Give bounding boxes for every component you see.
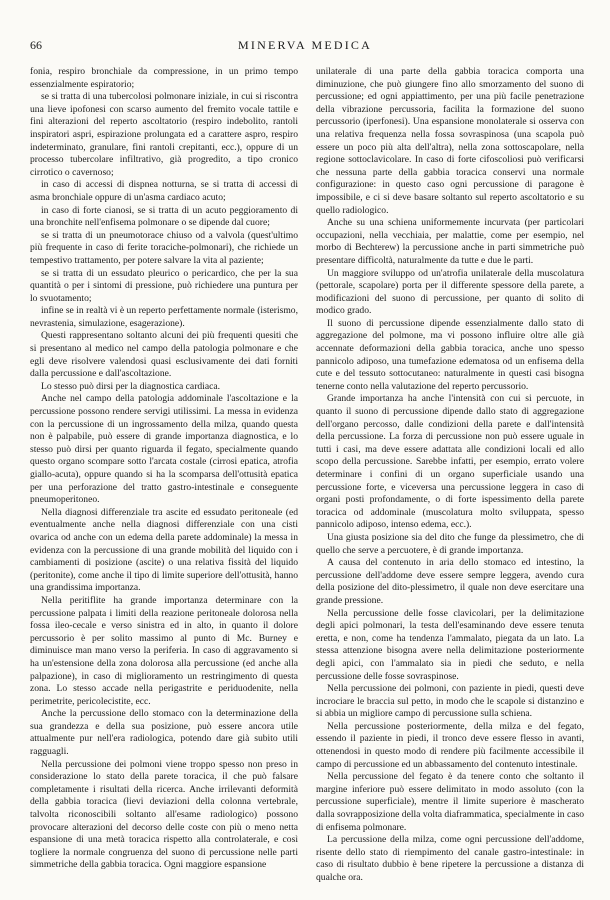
paragraph: Nella diagnosi differenziale tra ascite ed essudato peritoneale (ed eventualmente anche nella diagnosi differenziale con una cisti ovarica od anche con un edema della parete addominale) la messa in evidenza con la percussione di una grande mobilità del liquido con i cambiamenti di posizione (ascite) o una relativa fissità del liquido (peritonite), come anche il tipo di limite superiore dell'ottusità, hanno una grandissima importanza. — [30, 506, 298, 594]
paragraph: se si tratta di un essudato pleurico o pericardico, che per la sua quantità o per i sintomi di pressione, può richiedere una puntura per lo svuotamento; — [30, 267, 298, 304]
paragraph: Nella peritiflite ha grande importanza determinare con la percussione palpata i limiti della reazione peritoneale dolorosa nella fossa ileo-cecale e verso sinistra ed in alto, in quanto il dolore percussorio è per solito massimo al punto di Mc. Burney e diminuisce man mano verso la periferia. In caso di aggravamento si ha un'estensione della zona dolorosa alla percussione (ed anche alla palpazione), in caso di miglioramento un restringimento di questa zona. Lo stesso accade nella perigastrite e periduodenite, nella perimetrite, pericolecistite, ecc. — [30, 594, 298, 707]
paragraph: se si tratta di un pneumotorace chiuso od a valvola (quest'ultimo più frequente in caso di ferite toraciche-polmonari), che richiede un tempestivo trattamento, per potere salvare la vita al paziente; — [30, 229, 298, 266]
paragraph: se si tratta di una tubercolosi polmonare iniziale, in cui si riscontra una lieve ipofonesi con scarso aumento del fremito vocale tattile e fini alterazioni del reperto ascoltatorio (respiro indebolito, rantoli inspiratori aspri, espirazione prolungata ed a carattere aspro, respiro indeterminato, granulare, fini rantoli crepitanti, ecc.), oppure di un processo tubercolare infiltrativo, già progredito, a tipo cronico cirrotico o cavernoso; — [30, 91, 298, 178]
paragraph: fonia, respiro bronchiale da compressione, in un primo tempo essenzialmente espiratorio; — [30, 66, 298, 90]
paragraph: infine se in realtà vi è un reperto perfettamente normale (isterismo, nevrastenia, simulazione, esagerazione). — [30, 305, 298, 329]
paragraph: Un maggiore sviluppo od un'atrofia unilaterale della muscolatura (pettorale, scapolare) porta per il differente spessore della parete, a modificazioni del suono di percussione, per quanto di solito di modico grado. — [316, 267, 584, 317]
paragraph: Anche nel campo della patologia addominale l'ascoltazione e la percussione possono rendere servigi utilissimi. La messa in evidenza con la percussione di un ingrossamento della milza, quando questa non è palpabile, può essere di grande importanza diagnostica, e lo stesso può dirsi per quanto riguarda il fegato, specialmente quando questo organo scompare sotto l'arcata costale (cirrosi epatica, atrofia giallo-acuta), oppure quando si ha la scomparsa dell'ottusità epatica per una perforazione del tratto gastro-intestinale e conseguente pneumoperitoneo. — [30, 393, 298, 506]
paragraph: Una giusta posizione sia del dito che funge da plessimetro, che di quello che serve a percuotere, è di grande importanza. — [316, 531, 584, 556]
journal-title: MINERVA MEDICA — [238, 38, 372, 52]
paragraph: Nella percussione dei polmoni viene troppo spesso non preso in considerazione lo stato della parete toracica, il che può falsare completamente i risultati della ricerca. Anche irrilevanti deformità della gabbia toracica (lievi deviazioni della colonna vertebrale, talvolta riconoscibili soltanto all'esame radiologico) possono provocare alterazioni del decorso delle coste con più o meno netta espansione di una metà toracica rispetto alla controlaterale, e così togliere la normale congruenza del suono di percussione nelle parti simmetriche della gabbia toracica. Ogni maggiore espansione — [30, 758, 298, 871]
paragraph: Lo stesso può dirsi per la diagnostica cardiaca. — [41, 380, 221, 392]
paragraph: Nella percussione delle fosse clavicolari, per la delimitazione degli apici polmonari, la testa dell'esaminando deve essere tenuta eretta, e non, come ha tendenza l'ammalato, piegata da un lato. La stessa attenzione bisogna avere nella delimitazione posteriormente degli apici, con l'ammalato sia in piedi che seduto, e nella percussione delle fosse sovraspinose. — [316, 607, 584, 682]
paragraph: Nella percussione dei polmoni, con paziente in piedi, questi deve incrociare le braccia sul petto, in modo che le scapole si distanzino e si abbia un migliore campo di percussione sulla schiena. — [316, 683, 584, 720]
paragraph: unilaterale di una parte della gabbia toracica comporta una diminuzione, che può giungere fino allo smorzamento del suono di percussione; ed ogni appiattimento, per una più facile penetrazione della vibrazione percussoria, facilita la formazione del suono percussorio (iperfonesi). Una espansione monolaterale si osserva con una relativa frequenza nella fossa sovraspinosa (una scapola può essere un poco più alta dell'altra), nella zona sottoscapolare, nella regione sottoclavicolare. In caso di forte cifoscoliosi può verificarsi che nessuna parte della gabbia toracica conservi una normale configurazione: in questo caso ogni percussione di paragone è impossibile, e ci si deve basare soltanto sul reperto ascoltatorio e su quello radiologico. — [316, 66, 584, 216]
paragraph: Questi rappresentano soltanto alcuni dei più frequenti quesiti che si presentano al medico nel campo della patologia polmonare e che egli deve risolvere valendosi quasi esclusivamente dei dati forniti dalla percussione e dall'ascoltazione. — [30, 330, 298, 380]
paragraph: Anche su una schiena uniformemente incurvata (per particolari occupazioni, nella vecchiaia, per malattie, come per esempio, nel morbo di Bechterew) la percussione anche in parti simmetriche può presentare difficoltà, naturalmente da tutte e due le parti. — [316, 217, 584, 266]
left-text-column — [30, 66, 298, 872]
right-text-column — [316, 66, 584, 885]
page-number: 66 — [30, 38, 42, 52]
paragraph: Grande importanza ha anche l'intensità con cui si percuote, in quanto il suono di percussione dipende dallo stato di aggregazione dell'organo percosso, dalle condizioni della parete e dall'intensità della percussione. La forza di percussione non può essere uguale in tutti i casi, ma deve essere adattata alle condizioni locali ed allo scopo della percussione. Sarebbe infatti, per esempio, errato volere determinare i confini di un organo superficiale usando una percussione forte, e viceversa una percussione leggera in caso di organi posti profondamente, o di forte ispessimento della parete toracica od addominale (muscolatura molto sviluppata, spesso pannicolo adiposo, intenso edema, ecc.). — [316, 393, 584, 531]
paragraph: La percussione della milza, come ogni percussione dell'addome, risente dello stato di riempimento del canale gastro-intestinale: in caso di risultato dubbio è bene ripetere la percussione a distanza di qualche ora. — [316, 834, 584, 883]
paragraph: Nella percussione del fegato è da tenere conto che soltanto il margine inferiore può essere delimitato in modo assoluto (con la percussione superficiale), mentre il limite superiore è mascherato dalla sovrapposizione della volta diaframmatica, specialmente in caso di enfisema polmonare. — [316, 771, 584, 833]
paragraph: Nella percussione posteriormente, della milza e del fegato, essendo il paziente in piedi, il tronco deve essere flesso in avanti, ottenendosi in questo modo di rendere più facilmente accessibile il campo di percussione ed un abbassamento del contenuto intestinale. — [316, 720, 584, 770]
paragraph: in caso di accessi di dispnea notturna, se si tratta di accessi di asma bronchiale oppure di un'asma cardiaco acuto; — [30, 179, 298, 203]
paragraph: in caso di forte cianosi, se si tratta di un acuto peggioramento di una bronchite nell'enfisema polmonare o se dipende dal cuore; — [30, 204, 298, 229]
paragraph: Anche la percussione dello stomaco con la determinazione della sua grandezza e della sua posizione, può essere ancora utile attualmente pur nell'era radiologica, potendo dare già subito utili ragguagli. — [30, 708, 298, 758]
paragraph: A causa del contenuto in aria dello stomaco ed intestino, la percussione dell'addome deve essere sempre leggera, avendo cura della posizione del dito-plessimetro, il quale non deve esercitare una grande pressione. — [316, 557, 584, 606]
page-header — [30, 38, 580, 54]
paragraph: Il suono di percussione dipende essenzialmente dallo stato di aggregazione del polmone, ma vi possono influire oltre alle già accennate deformazioni della gabbia toracica, anche uno spesso pannicolo adiposo, una tumefazione edematosa od un enfisema della cute e del tessuto sottocutaneo: naturalmente in questi casi bisogna tenerne conto nella valutazione del reperto percussorio. — [316, 317, 584, 392]
